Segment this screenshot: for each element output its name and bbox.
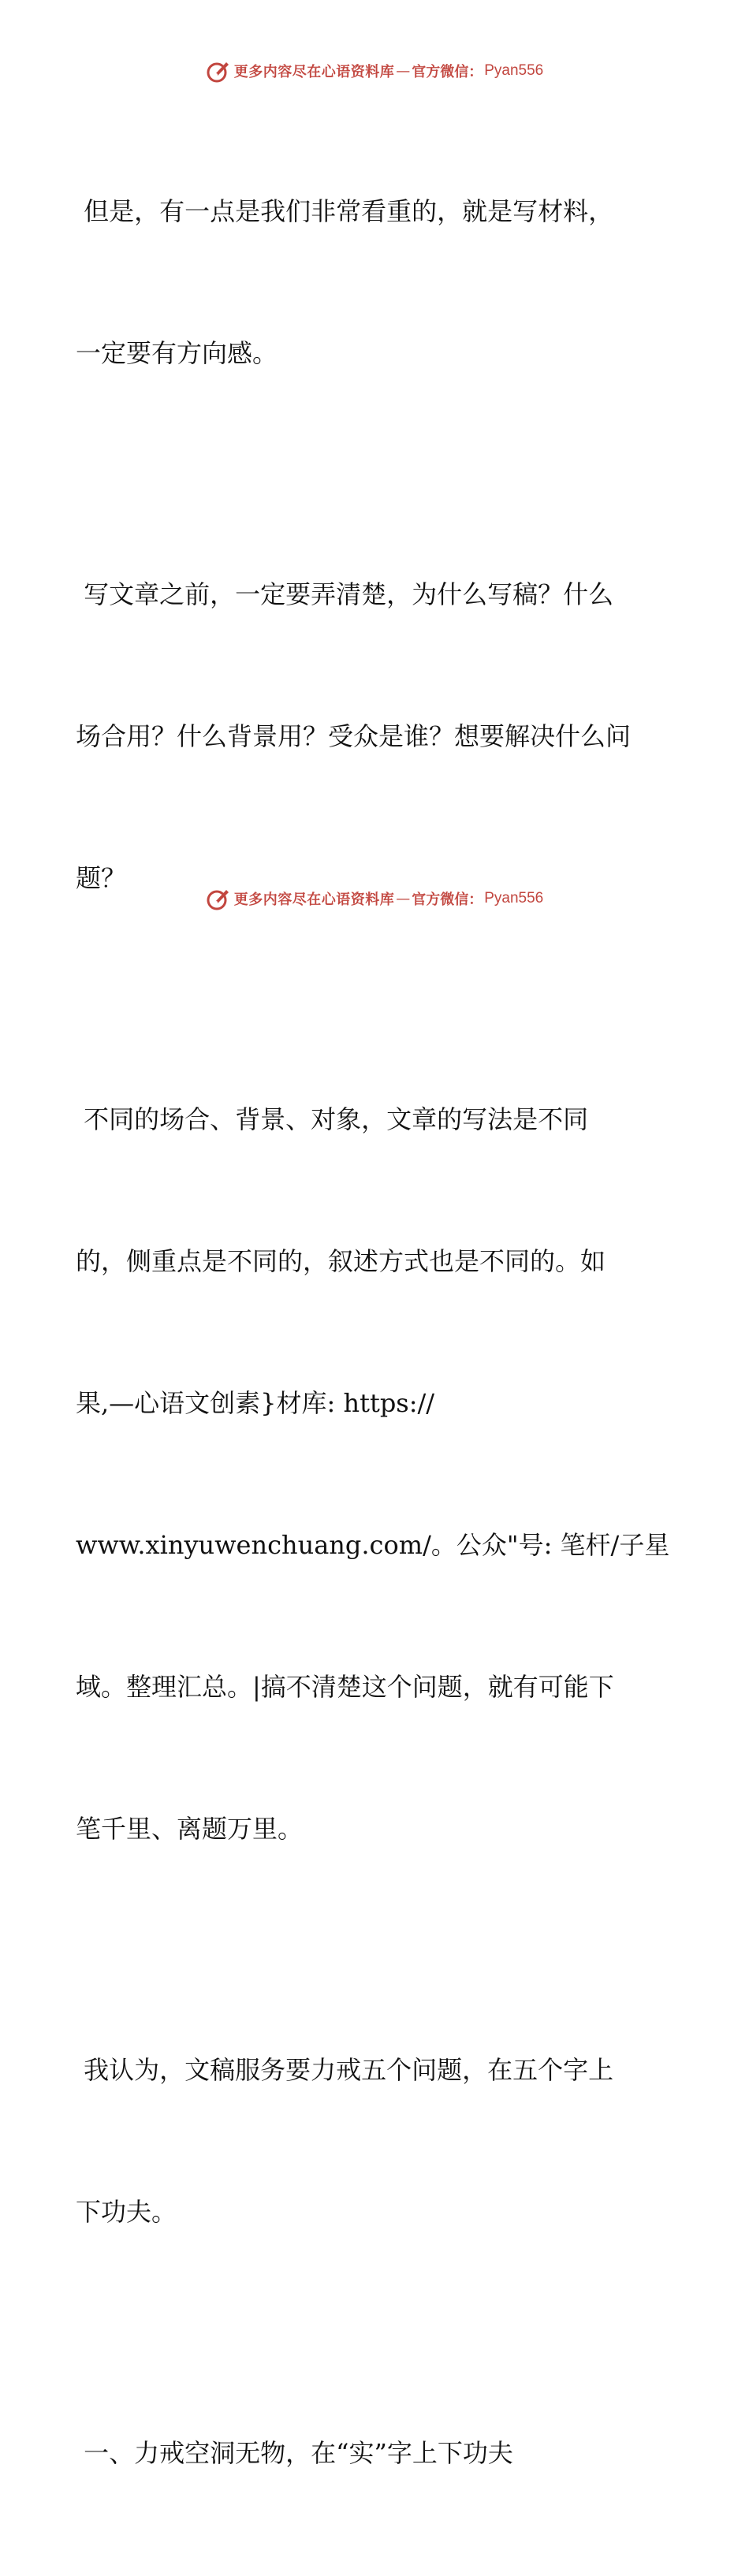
footer-banner — [0, 884, 749, 913]
text-line: www.xinyuwenchuang.com/。公众"号: 笔杆/子星 — [76, 1530, 670, 1560]
text-line: 的，侧重点是不同的，叙述方式也是不同的。如 — [76, 1246, 606, 1276]
paragraph-2 — [76, 476, 683, 996]
header-wechat-id: Pyan556 — [484, 62, 544, 79]
text-line: 场合用？什么背景用？受众是谁？想要解决什么问 — [76, 721, 632, 751]
text-line: 我认为，文稿服务要力戒五个问题，在五个字上 — [76, 2055, 614, 2085]
text-line: 题？ — [76, 863, 127, 893]
pen-nib-logo-icon — [206, 58, 231, 84]
text-line: 但是，有一点是我们非常看重的，就是写材料， — [76, 196, 614, 226]
header-separator: — — [396, 62, 411, 80]
paragraph-4 — [76, 1952, 683, 2330]
footer-wechat-id: Pyan556 — [484, 890, 544, 906]
document-body — [76, 93, 683, 2576]
paragraph-1 — [76, 93, 683, 471]
header-wechat-label: 官方微信： — [412, 64, 483, 80]
footer-separator: — — [396, 890, 411, 907]
footer-site-text: 更多内容尽在心语资料库 — [233, 892, 395, 908]
footer-wechat-label: 官方微信： — [412, 892, 483, 908]
header-site-text: 更多内容尽在心语资料库 — [233, 64, 395, 80]
text-line: 下功夫。 — [76, 2197, 177, 2227]
text-line: 果,—心语文创素}材库: https:// — [76, 1388, 435, 1418]
text-line: 域。整理汇总。|搞不清楚这个问题，就有可能下 — [76, 1672, 614, 1702]
text-line: 笔千里、离题万里。 — [76, 1814, 304, 1844]
text-line: 写文章之前，一定要弄清楚，为什么写稿？什么 — [76, 579, 614, 609]
text-line: 一、力戒空洞无物，在“实”字上下功夫 — [76, 2438, 513, 2468]
pen-nib-logo-icon — [206, 886, 231, 911]
paragraph-3 — [76, 1001, 683, 1947]
text-line: 一定要有方向感。 — [76, 338, 278, 368]
header-banner — [0, 57, 749, 85]
section-heading — [76, 2335, 683, 2571]
text-line: 不同的场合、背景、对象，文章的写法是不同 — [76, 1104, 589, 1134]
